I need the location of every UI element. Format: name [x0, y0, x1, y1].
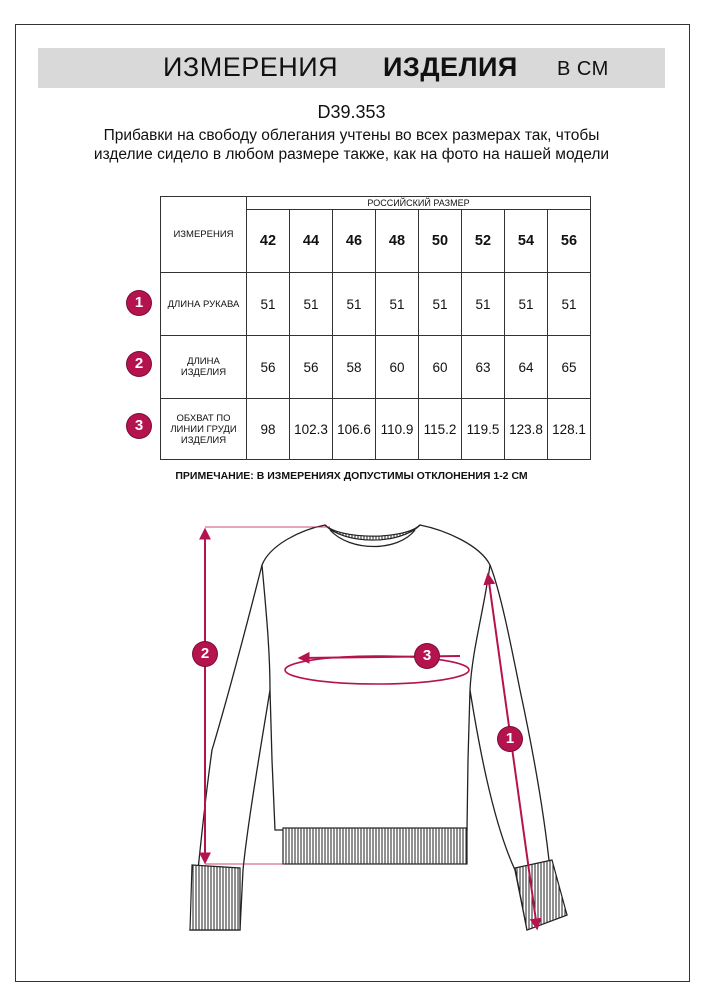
size-44: 44	[290, 210, 333, 273]
size-table	[160, 196, 591, 460]
row-badge-3: 3	[127, 414, 151, 438]
drawing-badge-3: 3	[415, 644, 439, 668]
title-unit: В СМ	[557, 58, 609, 80]
size-54: 54	[505, 210, 548, 273]
fit-note: Прибавки на свободу облегания учтены во всех размерах так, чтобы изделие сидело в любом размере также, как на фото на нашей модели	[93, 127, 610, 163]
size-50: 50	[419, 210, 462, 273]
left-cuff	[190, 865, 240, 930]
size-52: 52	[462, 210, 505, 273]
row-label-length: ДЛИНА ИЗДЕЛИЯ	[161, 336, 247, 399]
table-cell: 119.5	[462, 399, 505, 460]
table-row	[161, 273, 591, 336]
title-part-2: ИЗДЕЛИЯ	[383, 52, 518, 82]
row-badge-1: 1	[127, 291, 151, 315]
table-cell: 51	[247, 273, 290, 336]
table-cell: 65	[548, 336, 591, 399]
table-cell: 51	[462, 273, 505, 336]
table-cell: 51	[333, 273, 376, 336]
table-cell: 60	[376, 336, 419, 399]
row-badge-2: 2	[127, 352, 151, 376]
row-label-chest: ОБХВАТ ПО ЛИНИИ ГРУДИ ИЗДЕЛИЯ	[161, 399, 247, 460]
title-part-1: ИЗМЕРЕНИЯ	[163, 52, 339, 82]
size-46: 46	[333, 210, 376, 273]
measure-header: ИЗМЕРЕНИЯ	[161, 197, 247, 273]
table-cell: 56	[247, 336, 290, 399]
size-group-header: РОССИЙСКИЙ РАЗМЕР	[247, 197, 591, 210]
product-code: D39.353	[317, 102, 386, 122]
table-cell: 102.3	[290, 399, 333, 460]
table-cell: 51	[548, 273, 591, 336]
row-label-sleeve: ДЛИНА РУКАВА	[161, 273, 247, 336]
table-cell: 51	[505, 273, 548, 336]
right-cuff	[515, 860, 567, 930]
table-row	[161, 336, 591, 399]
table-cell: 51	[290, 273, 333, 336]
drawing-badge-1: 1	[498, 727, 522, 751]
table-cell: 60	[419, 336, 462, 399]
table-cell: 63	[462, 336, 505, 399]
size-56: 56	[548, 210, 591, 273]
table-cell: 106.6	[333, 399, 376, 460]
table-cell: 115.2	[419, 399, 462, 460]
drawing-badge-2: 2	[193, 642, 217, 666]
table-cell: 128.1	[548, 399, 591, 460]
hem-rib	[283, 828, 467, 864]
size-48: 48	[376, 210, 419, 273]
table-cell: 51	[376, 273, 419, 336]
size-42: 42	[247, 210, 290, 273]
table-cell: 56	[290, 336, 333, 399]
table-cell: 123.8	[505, 399, 548, 460]
table-cell: 58	[333, 336, 376, 399]
table-row	[161, 399, 591, 460]
table-cell: 51	[419, 273, 462, 336]
sweater-drawing	[0, 500, 703, 940]
table-cell: 110.9	[376, 399, 419, 460]
table-cell: 64	[505, 336, 548, 399]
table-cell: 98	[247, 399, 290, 460]
tolerance-remark: ПРИМЕЧАНИЕ: В ИЗМЕРЕНИЯХ ДОПУСТИМЫ ОТКЛОНЕНИЯ 1-2 СМ	[175, 470, 528, 482]
